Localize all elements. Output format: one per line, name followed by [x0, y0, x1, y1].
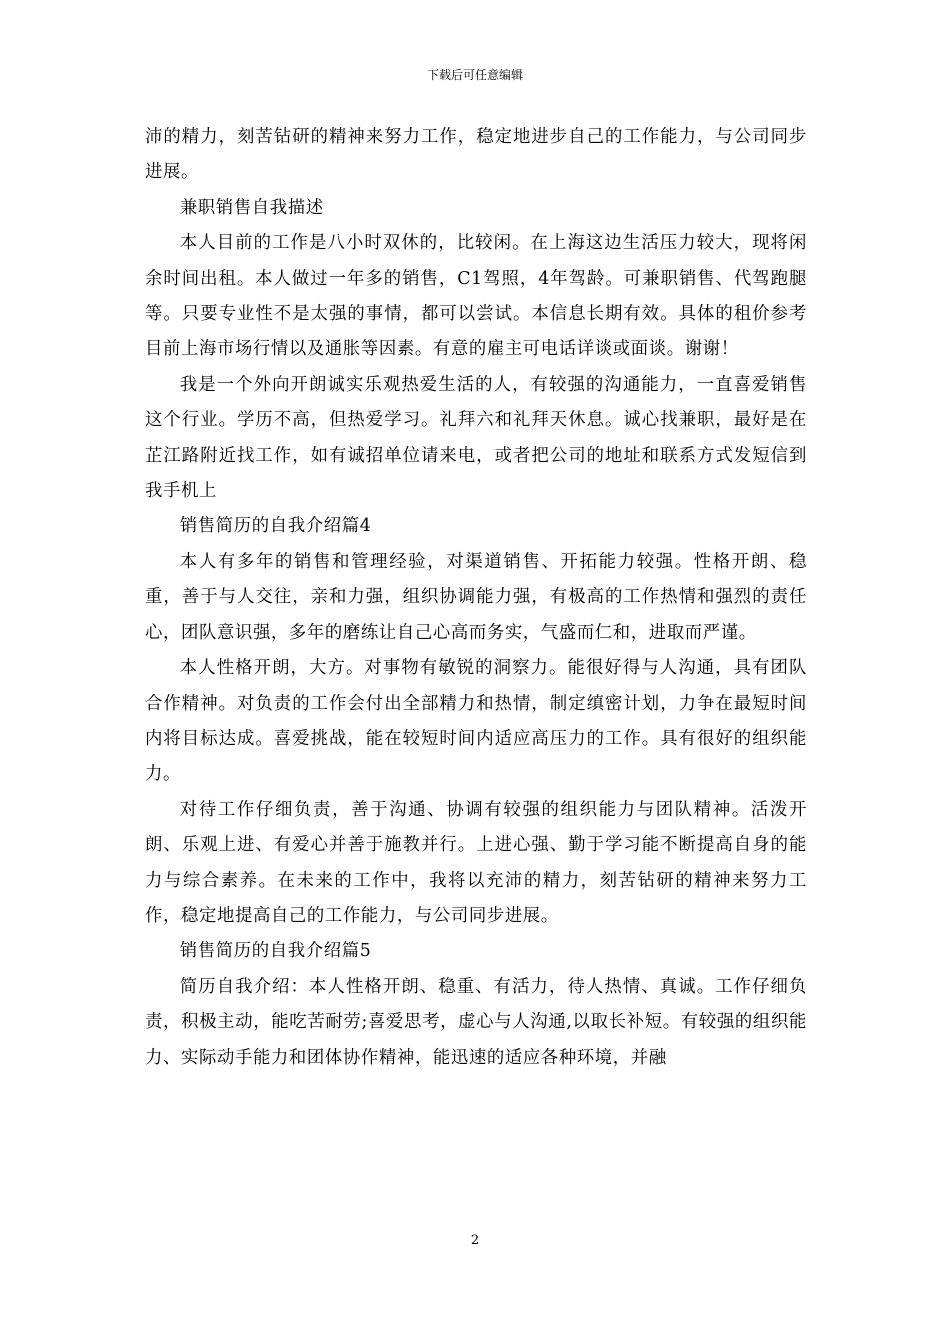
paragraph-continuation: 沛的精力，刻苦钻研的精神来努力工作，稳定地进步自己的工作能力，与公司同步进展。 — [145, 127, 807, 183]
section-heading: 销售简历的自我介绍篇4 — [179, 516, 372, 537]
section-heading: 兼职销售自我描述 — [179, 197, 324, 218]
paragraph: 我是一个外向开朗诚实乐观热爱生活的人，有较强的沟通能力，一直喜爱销售这个行业。学历不高，但热爱学习。礼拜六和礼拜天休息。诚心找兼职，最好是在芷江路附近找工作，如有诚招单位请来电，或者把公司的地址和联系方式发短信到我手机上 — [145, 374, 807, 502]
paragraph: 对待工作仔细负责，善于沟通、协调有较强的组织能力与团队精神。活泼开朗、乐观上进、有爱心并善于施教并行。上进心强、勤于学习能不断提高自身的能力与综合素养。在未来的工作中，我将以充沛的精力，刻苦钻研的精神来努力工作，稳定地提高自己的工作能力，与公司同步进展。 — [145, 799, 807, 926]
page-header: 下载后可任意编辑 — [426, 68, 523, 82]
document-body — [145, 120, 807, 1076]
page-number: 2 — [470, 1233, 480, 1248]
paragraph: 本人目前的工作是八小时双休的，比较闲。在上海这边生活压力较大，现将闲余时间出租。本人做过一年多的销售，C1驾照，4年驾龄。可兼职销售、代驾跑腿等。只要专业性不是太强的事情，都可以尝试。本信息长期有效。具体的租价参考目前上海市场行情以及通胀等因素。有意的雇主可电话详谈或面谈。谢谢！ — [145, 233, 807, 360]
paragraph: 简历自我介绍：本人性格开朗、稳重、有活力，待人热情、真诚。工作仔细负责，积极主动，能吃苦耐劳;喜爱思考，虚心与人沟通,以取长补短。有较强的组织能力、实际动手能力和团体协作精神，能迅速的适应各种环境，并融 — [145, 976, 807, 1068]
section-heading: 销售简历的自我介绍篇5 — [179, 941, 372, 962]
paragraph: 本人性格开朗，大方。对事物有敏锐的洞察力。能很好得与人沟通，具有团队合作精神。对负责的工作会付出全部精力和热情，制定缜密计划，力争在最短时间内将目标达成。喜爱挑战，能在较短时间内适应高压力的工作。具有很好的组织能力。 — [145, 658, 807, 785]
paragraph: 本人有多年的销售和管理经验，对渠道销售、开拓能力较强。性格开朗、稳重，善于与人交往，亲和力强，组织协调能力强，有极高的工作热情和强烈的责任心，团队意识强，多年的磨练让自己心高而务实，气盛而仁和，进取而严谨。 — [145, 551, 807, 643]
